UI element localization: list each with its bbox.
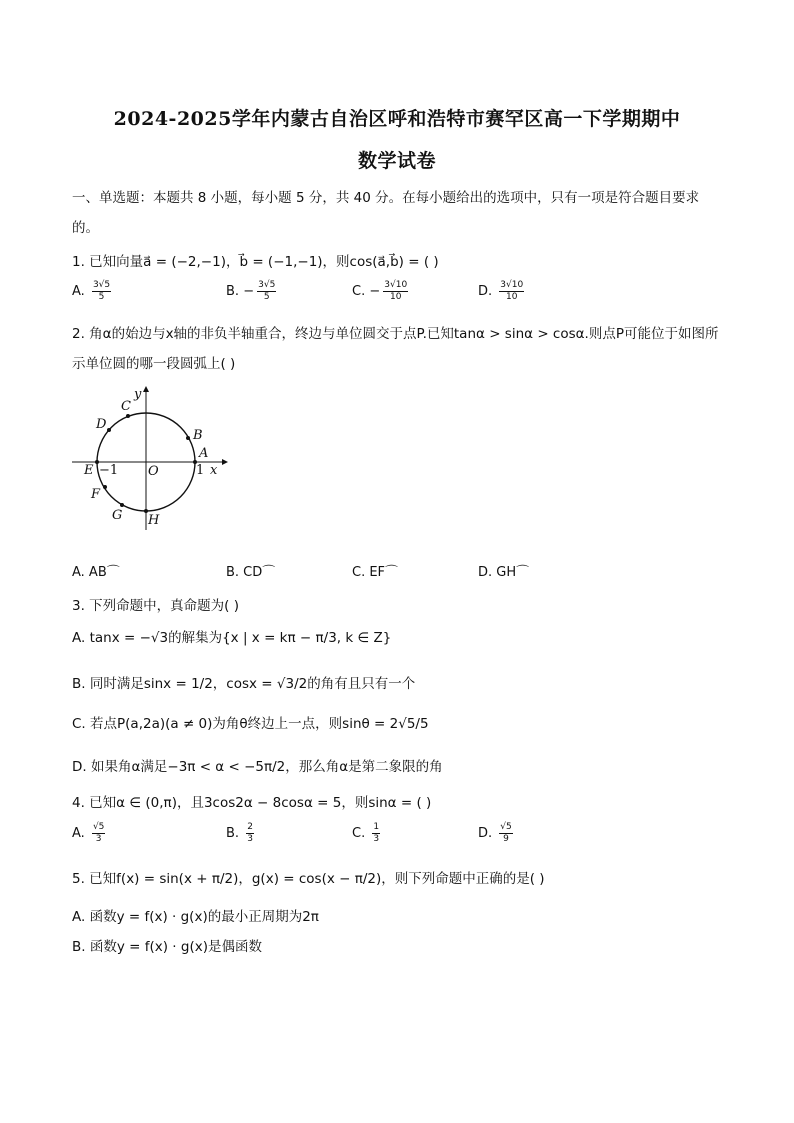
x-axis-arrow [222, 459, 228, 465]
q2-option-c: C. EF⌒ [352, 565, 399, 580]
q4-option-a-den: 3 [95, 834, 102, 844]
q1-option-d-label: D. [478, 284, 493, 299]
q1-option-d-frac [499, 280, 524, 303]
q4-option-b-frac [246, 822, 254, 845]
point-b [186, 436, 190, 440]
q1-option-c-sign: − [369, 284, 381, 299]
label-f: F [91, 487, 101, 502]
q4-option-d-label: D. [478, 826, 493, 841]
q4-stem: 4. 已知α ∈ (0,π)，且3cos2α − 8cosα = 5，则sinα = ( ) [72, 795, 432, 811]
q1-option-c-frac [383, 280, 408, 303]
q1-option-b-num: 3√5 [258, 280, 276, 290]
q5-stem: 5. 已知f(x) = sin(x + π/2)，g(x) = cos(x − π/2)，则下列命题中正确的是( ) [72, 871, 545, 887]
q2-stem-line1: 2. 角α的始边与x轴的非负半轴重合，终边与单位圆交于点P.已知tanα > sinα > cosα.则点P可能位于如图所 [72, 326, 719, 342]
q4-option-c-num: 1 [373, 822, 380, 832]
q1-option-b-sign: − [243, 284, 255, 299]
label-y: y [134, 387, 142, 402]
label-a: A [199, 446, 209, 461]
q1-option-b-label: B. [226, 284, 240, 299]
q4-option-d-num: √5 [500, 822, 512, 832]
q3-option-c: C. 若点P(a,2a)(a ≠ 0)为角θ终边上一点，则sinθ = 2√5/5 [72, 716, 429, 732]
unit-circle-figure [72, 380, 232, 540]
section1-instruction-line1: 一、单选题：本题共 8 小题，每小题 5 分，共 40 分。在每小题给出的选项中，只有一项是符合题目要求 [72, 190, 700, 206]
q1-option-b [226, 280, 276, 303]
q2-option-d: D. GH⌒ [478, 565, 530, 580]
q1-option-c-den: 10 [390, 292, 402, 302]
label-e: E [84, 463, 94, 478]
q1-option-a-frac [92, 280, 111, 303]
q1-option-b-frac [257, 280, 276, 303]
q4-option-b-den: 3 [247, 834, 253, 844]
q1-option-d-den: 10 [506, 292, 518, 302]
q4-option-b-label: B. [226, 826, 240, 841]
q4-option-a-label: A. [72, 826, 85, 841]
label-b: B [193, 428, 203, 443]
q4-option-a [72, 822, 105, 845]
q4-option-d [478, 822, 513, 845]
q4-option-c-den: 3 [373, 834, 380, 844]
q1-option-c-num: 3√10 [384, 280, 408, 290]
q1-option-a-label: A. [72, 284, 85, 299]
label-one: 1 [196, 463, 205, 478]
q4-option-a-num: √5 [92, 822, 105, 832]
exam-title-line1: 2024-2025学年内蒙古自治区呼和浩特市赛罕区高一下学期期中 [113, 108, 681, 130]
point-c [126, 414, 130, 418]
q2-option-b: B. CD⌒ [226, 565, 276, 580]
point-g [120, 503, 124, 507]
q3-option-b: B. 同时满足sinx = 1/2，cosx = √3/2的角有且只有一个 [72, 676, 416, 692]
q4-option-b-num: 2 [247, 822, 253, 832]
label-neg-one: −1 [99, 463, 119, 478]
label-c: C [121, 399, 131, 414]
q3-option-d: D. 如果角α满足−3π < α < −5π/2，那么角α是第二象限的角 [72, 759, 443, 775]
q1-option-d-num: 3√10 [500, 280, 524, 290]
q5-option-b: B. 函数y = f(x) · g(x)是偶函数 [72, 939, 262, 955]
q5-option-a: A. 函数y = f(x) · g(x)的最小正周期为2π [72, 909, 319, 925]
q4-option-d-den: 9 [503, 834, 509, 844]
q4-option-d-frac [499, 822, 512, 845]
section1-instruction-line2: 的。 [72, 220, 99, 236]
label-x: x [210, 463, 218, 478]
point-d [107, 428, 111, 432]
q1-option-a-num: 3√5 [92, 280, 111, 290]
label-h: H [148, 513, 160, 528]
label-g: G [112, 508, 123, 523]
q3-option-a: A. tanx = −√3的解集为{x | x = kπ − π/3, k ∈ Z} [72, 630, 392, 646]
q3-stem: 3. 下列命题中，真命题为( ) [72, 598, 239, 614]
q1-option-c [352, 280, 408, 303]
q4-option-c-label: C. [352, 826, 366, 841]
q4-option-c-frac [372, 822, 380, 845]
q2-stem-line2: 示单位圆的哪一段圆弧上( ) [72, 356, 236, 372]
q4-option-c [352, 822, 380, 845]
point-f [103, 485, 107, 489]
q4-option-a-frac [92, 822, 105, 845]
y-axis-arrow [143, 386, 149, 392]
q1-option-a-den: 5 [98, 292, 105, 302]
q1-option-c-label: C. [352, 284, 366, 299]
q1-option-d [478, 280, 524, 303]
q2-option-a: A. AB⌒ [72, 565, 120, 580]
q4-option-b [226, 822, 254, 845]
q1-option-a [72, 280, 111, 303]
q1-option-b-den: 5 [263, 292, 270, 302]
label-d: D [96, 417, 107, 432]
label-o: O [148, 464, 159, 479]
q1-stem: 1. 已知向量a⃗ = (−2,−1)，b⃗ = (−1,−1)，则cos(a⃗,b⃗) = ( ) [72, 254, 439, 270]
exam-title-line2: 数学试卷 [357, 150, 436, 172]
